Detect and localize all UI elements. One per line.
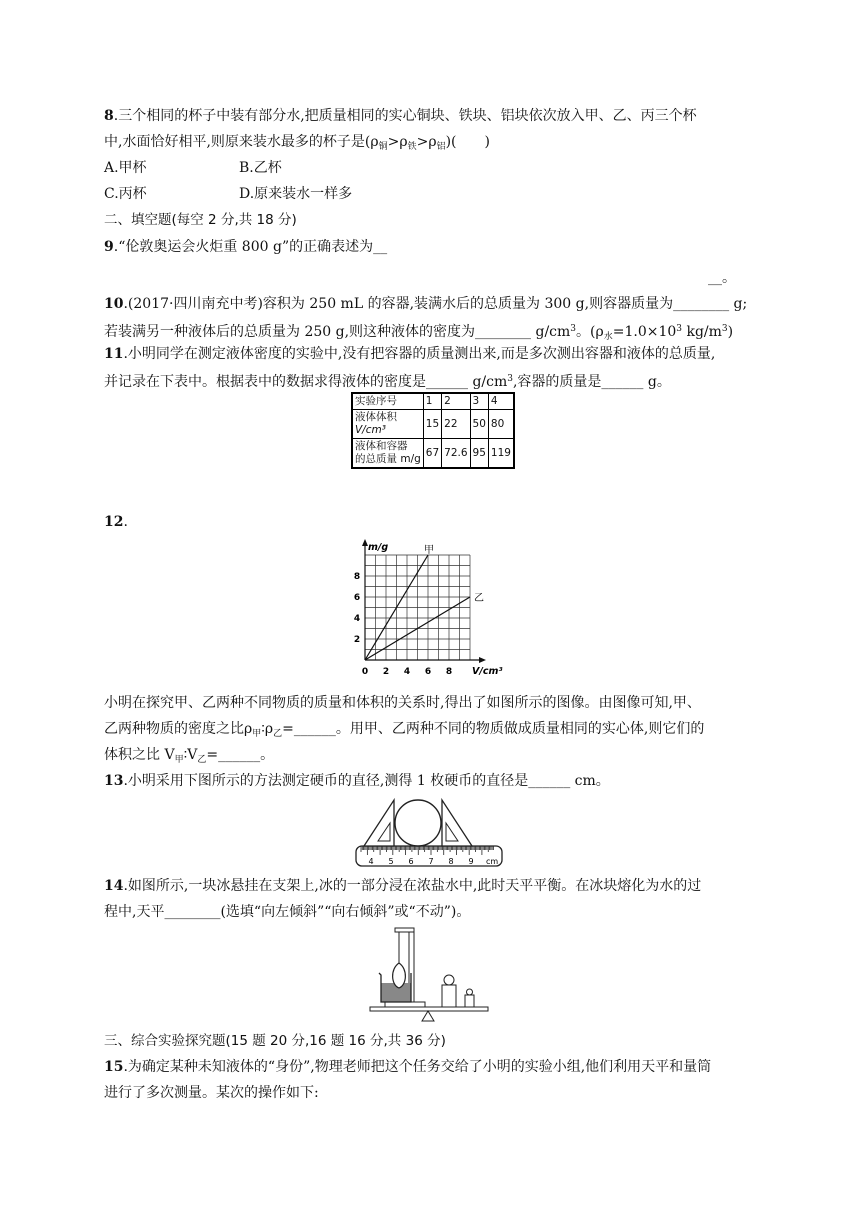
sub-copper: 铜 bbox=[378, 142, 388, 152]
sub-yi: 乙 bbox=[273, 729, 283, 739]
table-header-label: 实验序号 bbox=[352, 393, 423, 410]
sup-3b: 3 bbox=[676, 324, 683, 334]
table-cell: 22 bbox=[442, 410, 470, 439]
ruler-label-8: 8 bbox=[448, 857, 454, 866]
q8-line2 bbox=[104, 132, 490, 157]
q15-line2: 进行了多次测量。某次的操作如下: bbox=[104, 1085, 319, 1101]
q12-dot: . bbox=[123, 514, 128, 530]
q15-text-1: .为确定某种未知液体的“身份”,物理老师把这个任务交给了小明的实验小组,他们利用天平和量筒 bbox=[123, 1059, 712, 1075]
weight-large bbox=[442, 985, 456, 1007]
gt-2: >ρ bbox=[416, 134, 437, 150]
q14-text-1: .如图所示,一块冰悬挂在支架上,冰的一部分浸在浓盐水中,此时天平平衡。在冰块熔化为水的过 bbox=[123, 878, 702, 894]
weight-small bbox=[465, 995, 474, 1007]
sub-jia: 甲 bbox=[252, 729, 262, 739]
q10-text-6: ) bbox=[727, 324, 734, 340]
q11-text-3: ,容器的质量是______ g。 bbox=[512, 374, 671, 390]
series-label-jia: 甲 bbox=[424, 545, 434, 556]
ratio-colon: ∶ρ bbox=[261, 721, 274, 737]
x-axis-label: V/cm³ bbox=[472, 666, 503, 677]
x-tick-label: 8 bbox=[445, 667, 453, 677]
coin-ruler-figure bbox=[354, 796, 514, 871]
sub-yi: 乙 bbox=[197, 755, 207, 765]
q8-option-a: A.甲杯 bbox=[104, 160, 147, 176]
table-row-label bbox=[352, 410, 423, 439]
q8-text-1: .三个相同的杯子中装有部分水,把质量相同的实心铜块、铁块、铝块依次放入甲、乙、丙三个杯 bbox=[113, 108, 697, 124]
sup-3: 3 bbox=[507, 374, 513, 384]
q9-text: .“伦敦奥运会火炬重 800 g”的正确表述为__ bbox=[113, 239, 388, 255]
section-2-heading: 二、填空题(每空 2 分,共 18 分) bbox=[104, 212, 297, 228]
q10-text-1: .(2017·四川南充中考)容积为 250 mL 的容器,装满水后的总质量为 300 g,则容器质量为________ g; bbox=[123, 296, 748, 312]
ruler-unit: cm bbox=[486, 857, 499, 866]
sup-3: 3 bbox=[570, 324, 577, 334]
table-header-cell: 4 bbox=[488, 393, 514, 410]
mass-volume-chart bbox=[350, 533, 503, 683]
balance-beam bbox=[370, 1007, 488, 1011]
ruler-label-6: 6 bbox=[408, 857, 414, 866]
q9-line bbox=[104, 237, 387, 257]
q10-line2 bbox=[104, 319, 733, 347]
q14-number: 14 bbox=[104, 878, 124, 894]
table-cell: 72.6 bbox=[442, 439, 470, 469]
sub-iron: 铁 bbox=[407, 142, 417, 152]
y-tick-label: 2 bbox=[353, 635, 361, 645]
table-row-label bbox=[352, 439, 423, 469]
table-cell: 50 bbox=[470, 410, 488, 439]
ruler-label-5: 5 bbox=[388, 857, 394, 866]
q14-line1 bbox=[104, 876, 701, 896]
q13-line bbox=[104, 771, 610, 791]
q8-option-b: B.乙杯 bbox=[239, 160, 282, 176]
table-cell: 15 bbox=[423, 410, 441, 439]
x-tick-label: 6 bbox=[424, 667, 432, 677]
q15-line1 bbox=[104, 1057, 711, 1077]
q10-number: 10 bbox=[104, 296, 124, 312]
q13-number: 13 bbox=[104, 773, 124, 789]
stand-arm bbox=[395, 928, 414, 932]
y-axis-label: m/g bbox=[368, 542, 389, 553]
sub-jia: 甲 bbox=[174, 755, 184, 765]
y-tick-label: 6 bbox=[353, 593, 361, 603]
ruler-label-4: 4 bbox=[368, 857, 374, 866]
q11-number: 11 bbox=[104, 346, 124, 362]
q8-line1 bbox=[104, 106, 697, 126]
row-label-line: 液体体积 bbox=[355, 411, 397, 423]
q12-text-3: =______。用甲、乙两种不同的物质做成质量相同的实心体,则它们的 bbox=[282, 721, 705, 737]
q12-line2 bbox=[104, 719, 704, 744]
q11-data-table bbox=[351, 392, 515, 469]
coin bbox=[395, 800, 441, 846]
balance-fulcrum bbox=[422, 1011, 434, 1021]
q8-text-2: 中,水面恰好相平,则原来装水最多的杯子是(ρ bbox=[104, 134, 379, 150]
q8-answer-bracket: )( ) bbox=[445, 134, 490, 150]
section-3-heading: 三、综合实验探究题(15 题 20 分,16 题 16 分,共 36 分) bbox=[104, 1033, 446, 1049]
x-tick-label: 4 bbox=[403, 667, 411, 677]
q12-text-5: =______。 bbox=[206, 747, 275, 763]
q9-number: 9 bbox=[104, 239, 114, 255]
q9-tail: __。 bbox=[708, 270, 736, 286]
sup-3c: 3 bbox=[721, 324, 728, 334]
ratio-colon: ∶V bbox=[183, 747, 198, 763]
q8-option-c: C.丙杯 bbox=[104, 186, 147, 202]
sub-water: 水 bbox=[603, 332, 613, 342]
q12-label bbox=[104, 512, 128, 532]
table-row bbox=[352, 410, 514, 439]
q10-text-3: 。(ρ bbox=[576, 324, 604, 340]
table-cell: 80 bbox=[488, 410, 514, 439]
q11-text-2: 并记录在下表中。根据表中的数据求得液体的密度是______ g/cm bbox=[104, 374, 508, 390]
ice-balance-figure bbox=[365, 925, 500, 1025]
sub-aluminum: 铝 bbox=[436, 142, 446, 152]
x-tick-label: 0 bbox=[361, 667, 369, 677]
table-cell: 67 bbox=[423, 439, 441, 469]
weight-small-knob bbox=[467, 989, 473, 995]
q15-number: 15 bbox=[104, 1059, 124, 1075]
q10-text-5: kg/m bbox=[682, 324, 722, 340]
q12-number: 12 bbox=[104, 514, 124, 530]
weight-large-knob bbox=[444, 975, 454, 985]
q12-line3 bbox=[104, 745, 274, 770]
q12-text-4: 体积之比 V bbox=[104, 747, 175, 763]
q11-line1 bbox=[104, 344, 715, 364]
ice-block bbox=[393, 963, 406, 988]
q8-option-d: D.原来装水一样多 bbox=[239, 186, 353, 202]
table-header-cell: 2 bbox=[442, 393, 470, 410]
gt-1: >ρ bbox=[387, 134, 408, 150]
q11-line2 bbox=[104, 369, 671, 392]
ruler-label-9: 9 bbox=[468, 857, 474, 866]
q14-line2: 程中,天平________(选填“向左倾斜”“向右倾斜”或“不动”)。 bbox=[104, 904, 471, 920]
row-label-line: V/cm³ bbox=[355, 424, 386, 436]
table-row bbox=[352, 393, 514, 410]
y-tick-label: 4 bbox=[353, 614, 361, 624]
row-label-line: 液体和容器 bbox=[355, 440, 408, 452]
q11-text-1: .小明同学在测定液体密度的实验中,没有把容器的质量测出来,而是多次测出容器和液体的总质量, bbox=[123, 346, 716, 362]
q12-line1: 小明在探究甲、乙两种不同物质的质量和体积的关系时,得出了如图所示的图像。由图像可知,甲、 bbox=[104, 695, 701, 711]
q10-text-4: =1.0×10 bbox=[612, 324, 677, 340]
stand-base bbox=[385, 1002, 425, 1007]
table-cell: 95 bbox=[470, 439, 488, 469]
ruler-label-7: 7 bbox=[428, 857, 434, 866]
row-label-line: 的总质量 m/g bbox=[355, 453, 421, 465]
q8-number: 8 bbox=[104, 108, 114, 124]
series-label-yi: 乙 bbox=[474, 593, 484, 604]
y-tick-label: 8 bbox=[353, 572, 361, 582]
table-row bbox=[352, 439, 514, 469]
table-cell: 119 bbox=[488, 439, 514, 469]
table-header-cell: 3 bbox=[470, 393, 488, 410]
x-tick-label: 2 bbox=[382, 667, 390, 677]
x-axis-arrow bbox=[479, 657, 486, 663]
q10-line1 bbox=[104, 294, 747, 314]
q12-text-2: 乙两种物质的密度之比ρ bbox=[104, 721, 253, 737]
q13-text: .小明采用下图所示的方法测定硬币的直径,测得 1 枚硬币的直径是______ cm。 bbox=[123, 773, 610, 789]
table-header-cell: 1 bbox=[423, 393, 441, 410]
q10-text-2: 若装满另一种液体后的总质量为 250 g,则这种液体的密度为________ g/cm bbox=[104, 324, 571, 340]
